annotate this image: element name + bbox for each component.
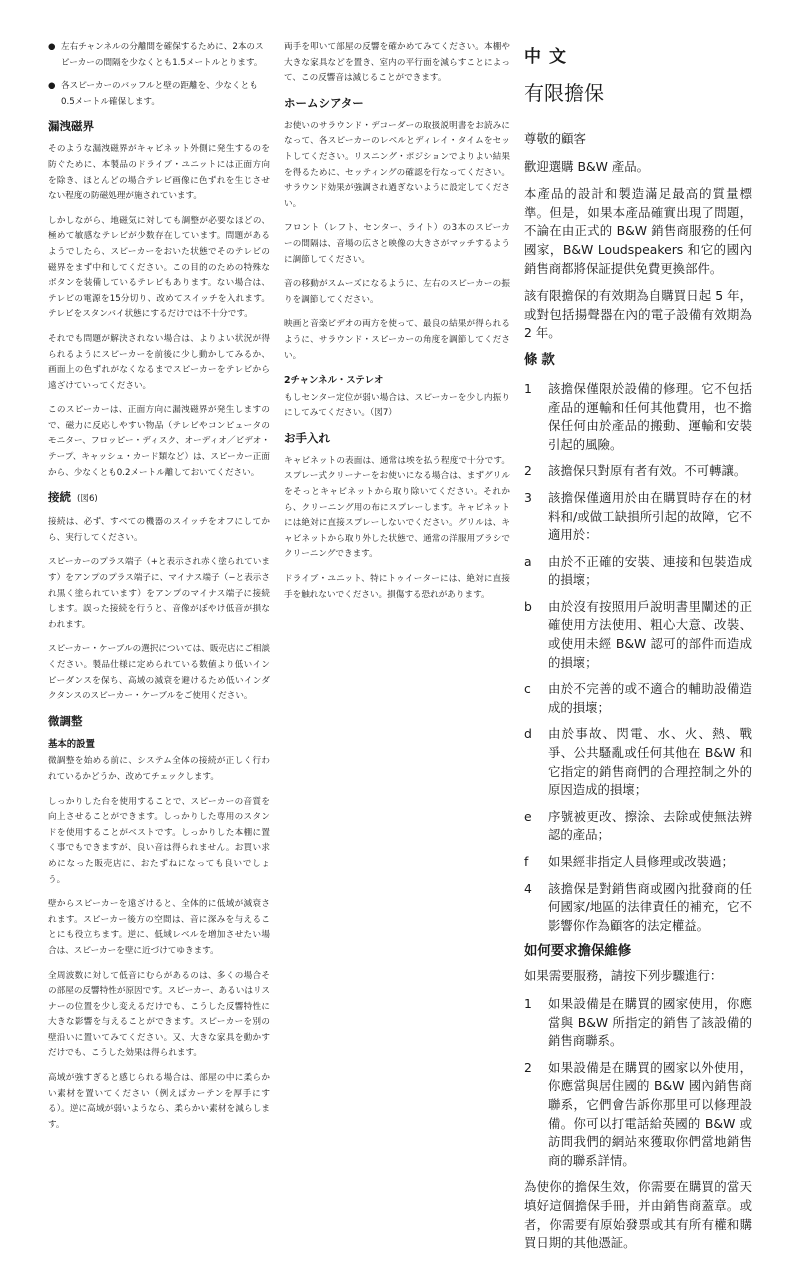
list-item xyxy=(524,680,752,717)
paragraph: しっかりした台を使用することで、スピーカーの音質を向上させることができます。しっかりした専用のスタンドを使用することがベストです。しっかりした本棚に置く事でもできますが、良い音は得られません。お買い求めになった販売店に、おたずねになっても良いでしょう。 xyxy=(48,796,270,885)
list-item xyxy=(524,489,752,545)
paragraph: 映画と音楽ビデオの両方を使って、最良の結果が得られるように、サラウンド・スピーカーの角度を調節してください。 xyxy=(284,319,510,361)
list-item xyxy=(524,725,752,799)
bullet-icon: ● xyxy=(48,81,56,92)
paragraph: 微調整を始める前に、システム全体の接続が正しく行われているかどうか、改めてチェックします。 xyxy=(48,756,270,782)
paragraph: キャビネットの表面は、通常は埃を払う程度で十分です。スプレー式クリーナーをお使いになる場合は、まずグリルをそっとキャビネットから取り除いてください。それから、クリーニング用の布にスプレーします。キャビネットには絶対に直接スプレーしないでください。グリルは、キャビネットから取り外した状態で、通常の洋服用ブラシでクリーニングできます。 xyxy=(284,455,510,560)
paragraph: お使いのサラウンド・デコーダーの取扱説明書をお読みになって、各スピーカーのレベルとディレイ・タイムをセットしてください。リスニング・ポジションでよりよい結果を得るために、セッティングの確認を行なってください。サラウンド効果が強調され過ぎないように設定してください。 xyxy=(284,120,510,209)
list-item-marker: d xyxy=(524,726,532,742)
list-item xyxy=(524,553,752,590)
intro-paragraph: 本產品的設計和製造滿足最高的質量標準。但是，如果本產品確實出現了問題，不論在由正式的 B&W 銷售商服務的任何國家，B&W Loudspeakers 和它的國內銷售商都將保証提供免費更換部件。 xyxy=(524,186,752,276)
list-item-marker: f xyxy=(524,854,529,869)
list-item-text: 由於不正確的安裝、連接和包裝造成的損壞； xyxy=(548,553,752,588)
validity-paragraph: 該有限擔保的有效期為自購買日起 5 年，或對包括揚聲器在內的電子設備有效期為 2 年。 xyxy=(524,288,752,341)
paragraph: それでも問題が解決されない場合は、よりよい状況が得られるようにスピーカーを前後に少し動かしてみるか、画面上の色ずれがなくなるまでスピーカーをテレビから遠ざけていってください。 xyxy=(48,333,270,391)
bullet-item: ● 各スピーカーのバッフルと壁の距離を、少なくとも0.5メートル確保します。 xyxy=(48,81,258,107)
list-item-text: 序號被更改、擦涂、去除或使無法辨認的產品； xyxy=(548,808,752,843)
bullet-item: ● 左右チャンネルの分離間を確保するために、2本のスピーカーの間隔を少なくとも1.5メートルとります。 xyxy=(48,42,264,68)
list-item-text: 該擔保僅適用於由在購買時存在的材料和/或做工缺損所引起的故障，它不適用於： xyxy=(548,489,752,543)
terms-list xyxy=(524,380,752,935)
paragraph: スピーカー・ケーブルの選択については、販売店にご相談ください。製品仕様に定められている数値より低いインピーダンスを保ち、高域の減衰を避けるため低いインダクタンスのスピーカー・ケーブルをご使用ください。 xyxy=(48,644,270,702)
list-item xyxy=(524,853,752,872)
section-heading-fine-tuning: 微調整 xyxy=(48,713,83,728)
list-item-marker: 4 xyxy=(524,880,532,896)
service-heading: 如何要求擔保維修 xyxy=(524,944,632,960)
paragraph: ドライブ・ユニット、特にトゥイーターには、絶対に直接手を触れないでください。損傷する恐れがあります。 xyxy=(284,574,510,600)
list-item-marker: c xyxy=(524,681,531,697)
paragraph: そのような漏洩磁界がキャビネット外側に発生するのを防ぐために、本製品のドライブ・ユニットには正面方向を除き、ほとんどの場合テレビ画像に色ずれを生じさせない程度の防磁処理が施されています。 xyxy=(48,144,270,202)
section-heading-care: お手入れ xyxy=(284,430,330,445)
paragraph: しかしながら、地磁気に対しても調整が必要なほどの、極めて敏感なテレビが少数存在しています。問題があるようでしたら、スピーカーをおいた状態でそのテレビの磁界をまず中和してください。この目的のための特殊なボタンを装備しているテレビもあります。ない場合は、テレビの電源を15分切り、改めてスイッチを入れます。テレビをスタンバイ状態にするだけでは不十分です。 xyxy=(48,215,270,320)
bullet-icon: ● xyxy=(48,42,56,52)
list-item-marker: e xyxy=(524,808,532,824)
list-item-text: 如果經非指定人員修理或改裝過； xyxy=(548,854,734,869)
list-item-marker: 2 xyxy=(524,463,532,479)
list-item-text: 該擔保是對銷售商或國內批發商的任何國家/地區的法律責任的補充，它不影響你作為顧客的法定權益。 xyxy=(548,880,752,933)
japanese-column-1 xyxy=(48,40,270,1142)
figure-reference: (図6) xyxy=(77,494,98,505)
paragraph: このスピーカーは、正面方向に漏洩磁界が発生しますので、磁力に反応しやすい物品（テレビやコンピュータのモニター、フロッピー・ディスク、オーディオ／ビデオ・テープ、キャッシュ・カード類など）は、スピーカー正面から、少なくとも0.2メートル離しておいてください。 xyxy=(48,405,270,478)
paragraph: 壁からスピーカーを遠ざけると、全体的に低域が減衰されます。スピーカー後方の空間は、音に深みを与えることにも役立ちます。逆に、低域レベルを増加させたい場合は、スピーカーを壁に近づけてゆきます。 xyxy=(48,899,270,956)
paragraph: 両手を叩いて部屋の反響を確かめてみてください。本棚や大きな家具などを置き、室内の平行面を減らすことによって、この反響音は減じることができます。 xyxy=(284,42,510,84)
list-item-text: 如果設備是在購買的國家使用，你應當與 B&W 所指定的銷售了該設備的銷售商聯系。 xyxy=(548,995,752,1049)
list-item-text: 該擔保只對原有者有效。不可轉讓。 xyxy=(548,463,747,479)
section-heading-connection: 接続 (図6) xyxy=(48,490,98,505)
greeting: 尊敬的顧客 xyxy=(524,131,586,146)
section-heading-magnetic: 漏洩磁界 xyxy=(48,119,94,134)
list-item-marker: 1 xyxy=(524,380,532,396)
paragraph: もしセンター定位が弱い場合は、スピーカーを少し内振りにしてみてください。（図7） xyxy=(284,392,510,419)
list-item-marker: 1 xyxy=(524,995,532,1011)
section-heading-home-theater: ホームシアター xyxy=(284,95,364,110)
subheading-basic-setup: 基本的設置 xyxy=(48,738,95,750)
list-item xyxy=(524,462,752,481)
service-list xyxy=(524,995,752,1170)
list-item-text: 由於事故、閃電、水、火、熱、戰爭、公共騷亂或任何其他在 B&W 和它指定的銷售商們的合理控制之外的原因造成的損壞； xyxy=(548,726,752,798)
paragraph: フロント（レフト、センター、ライト）の3本のスピーカーの間隔は、音場の広さと映像の大きさがマッチするように調節してください。 xyxy=(284,223,510,265)
chinese-column xyxy=(524,40,752,1262)
list-item xyxy=(524,1059,752,1171)
list-item-marker: 3 xyxy=(524,489,532,505)
list-item-marker: a xyxy=(524,553,532,569)
japanese-column-2 xyxy=(284,40,510,612)
list-item xyxy=(524,598,752,672)
list-item xyxy=(524,808,752,845)
terms-heading: 條款 xyxy=(524,352,559,368)
paragraph: 全周波数に対して低音にむらがあるのは、多くの場合その部屋の反響特性が原因です。スピーカー、あるいはリスナーの位置を少し変えるだけでも、こうした反響特性に大きな影響を与えることができます。スピーカーを別の壁沿いに置いてみてください。又、大きな家具を動かすだけでも、こうした効果は得られます。 xyxy=(48,970,270,1059)
list-item-marker: b xyxy=(524,598,532,614)
closing-paragraph: 為使你的擔保生效，你需要在購買的當天填好這個擔保手冊，并由銷售商蓋章。或者，你需要有原始發票或其有所有權和購買日期的其他憑証。 xyxy=(524,1179,752,1251)
warranty-title: 有限擔保 xyxy=(524,81,604,105)
paragraph: スピーカーのプラス端子（+と表示され赤く塗られています）をアンプのプラス端子に、マイナス端子（−と表示され黒く塗られています）をアンプのマイナス端子に接続します。誤った接続を行うと、音像がぼやけ低音が損なわれます。 xyxy=(48,557,270,630)
service-intro: 如果需要服務，請按下列步驟進行： xyxy=(524,968,723,984)
list-item-text: 該擔保僅限於設備的修理。它不包括產品的運輸和任何其他費用，也不擔保任何由於產品的搬動、運輸和安裝引起的風險。 xyxy=(548,380,752,452)
paragraph: 接続は、必ず、すべての機器のスイッチをオフにしてから、実行してください。 xyxy=(48,517,270,543)
welcome-text: 歡迎選購 B&W 產品。 xyxy=(524,158,650,174)
paragraph: 高域が強すぎると感じられる場合は、部屋の中に柔らかい素材を置いてください（例えばカーテンを厚手にする）。逆に高域が弱いようなら、柔らかい素材を減らします。 xyxy=(48,1073,270,1130)
paragraph: 音の移動がスムーズになるように、左右のスピーカーの振りを調節してください。 xyxy=(284,279,510,305)
list-item-text: 如果設備是在購買的國家以外使用，你應當與居住國的 B&W 國內銷售商聯系，它們會告訴你那里可以修理設備。你可以打電話給英國的 B&W 或訪問我們的網站來獲取你們當地銷售商的聯系詳情。 xyxy=(548,1059,752,1168)
list-item-marker: 2 xyxy=(524,1059,532,1075)
list-item-text: 由於沒有按照用戶說明書里闡述的正確使用方法使用、粗心大意、改裝、或使用未經 B&W 認可的部件而造成的損壞； xyxy=(548,598,752,670)
language-heading: 中文 xyxy=(524,47,574,67)
list-item-text: 由於不完善的或不適合的輔助設備造成的損壞； xyxy=(548,681,752,715)
list-item xyxy=(524,880,752,936)
subheading-2ch-stereo: 2チャンネル・ステレオ xyxy=(284,375,384,387)
list-item xyxy=(524,380,752,454)
list-item xyxy=(524,995,752,1051)
